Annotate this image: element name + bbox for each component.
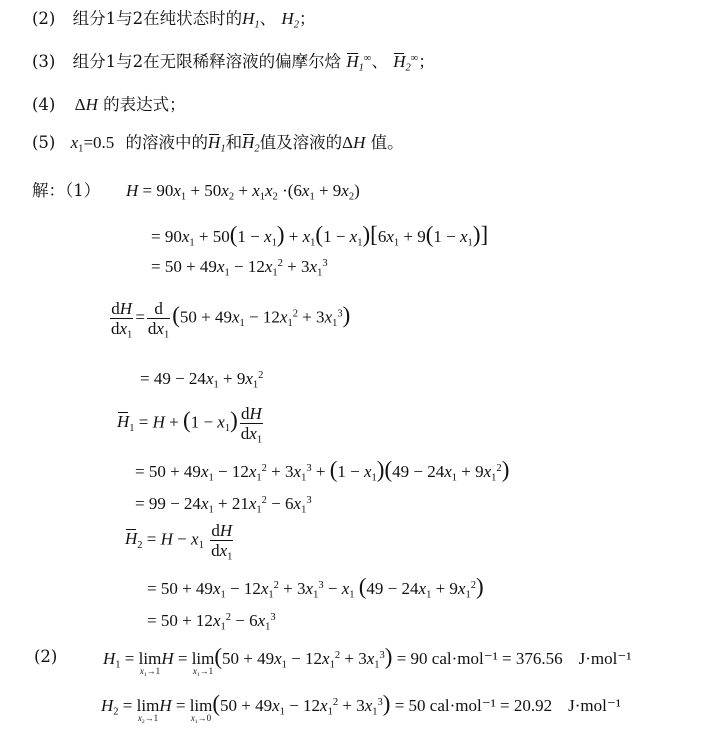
- symbol-H2-bar: $H_2$: [242, 133, 260, 155]
- equation-H2bar-line3: = $50 + 12x_1^2 - 6x_1^3$: [147, 611, 276, 633]
- question-3: [32, 52, 435, 72]
- separator: 、: [259, 9, 277, 28]
- equation-H2-limit: $H_2 = \lim$ $x_2\to 1$ H = lim $x_1\to 0$ $(50 + 49x_1 - 12x_1^2 + 3x_1^3) = 50$ cal·mol⁻¹ = 20.92 J·mol⁻¹: [101, 691, 621, 725]
- H2-joule-value: 20.92: [513, 696, 553, 715]
- question-text-2: 值及溶液的: [259, 133, 343, 152]
- question-2: [32, 9, 315, 29]
- question-number: (4): [32, 95, 56, 114]
- equation-H1bar-line2: = $50 + 49x_1 - 12x_1^2 + 3x_1^3 + (1 - x_1)(49 - 24x_1 + 9x_1^2)$: [135, 457, 510, 484]
- question-text-3: 值。: [370, 133, 404, 152]
- question-number: (5): [32, 133, 56, 152]
- question-text: 组分1与2在无限稀释溶液的偏摩尔焓: [72, 52, 342, 71]
- fraction-d-dx1: $\frac{d}{dx_1}$: [147, 299, 170, 341]
- equation-dH-line2: = $49 - 24x_1 + 9x_1^2$: [140, 369, 264, 391]
- symbol-H1: $H_1$: [242, 9, 260, 31]
- question-text: 组分1与2在纯状态时的: [72, 9, 243, 28]
- question-number: (2): [32, 9, 56, 28]
- conjunction: 和: [225, 133, 243, 152]
- equation-dH-line1: $\frac{dH}{dx_1}$ = $\frac{d}{dx_1}$ $(50 + 49x_1 - 12x_1^2 + 3x_1^3)$: [111, 299, 351, 341]
- equation-H1-limit: $H_1 = \lim$ $x_1\to 1$ H = lim $x_1\to 1$ $(50 + 49x_1 - 12x_1^2 + 3x_1^3) = 90$ cal·mol⁻¹ = 376.56 J·mol⁻¹: [103, 644, 632, 678]
- H1-cal-value: 90: [410, 649, 428, 668]
- H1-joule-unit: J·mol⁻¹: [578, 649, 632, 668]
- question-number: (3): [32, 52, 56, 71]
- symbol-H2-infinity: $H_2^\infty$: [393, 52, 419, 74]
- symbol-delta-H: ΔH: [342, 133, 366, 152]
- symbol-x1: $x_1$: [70, 133, 84, 155]
- equation-H2bar-line2: = $50 + 49x_1 - 12x_1^2 + 3x_1^3 - x_1$ $(49 - 24x_1 + 9x_1^2)$: [147, 574, 484, 601]
- solution-label: 解：（1）: [32, 181, 101, 200]
- question-text: 的表达式；: [103, 95, 186, 114]
- equation-H-line1: $H = 90x_1 + 50x_2 + x_1x_2 \cdot(6x_1 + 9x_2)$: [126, 181, 360, 203]
- H1-joule-value: 376.56: [515, 649, 563, 668]
- H2-joule-unit: J·mol⁻¹: [568, 696, 621, 715]
- equation-H1bar-line1: $H_1 = H + (1 - x_1)$ $\frac{dH}{dx_1}$: [117, 404, 263, 446]
- punctuation: ；: [418, 52, 435, 71]
- x1-value: =0.5: [83, 133, 115, 152]
- symbol-H1-infinity: $H_1^\infty$: [346, 52, 372, 74]
- question-5: [32, 133, 404, 153]
- question-text-1: 的溶液中的: [125, 133, 209, 152]
- equation-H-line3: = $50 + 49x_1 - 12x_1^2 + 3x_1^3$: [151, 257, 328, 279]
- H2-cal-unit: cal·mol⁻¹: [429, 696, 496, 715]
- fraction-dH-dx1: $\frac{dH}{dx_1}$: [240, 404, 263, 446]
- part-2-label: (2): [34, 647, 58, 666]
- fraction-dH-dx1: $\frac{dH}{dx_1}$: [111, 299, 133, 341]
- separator: 、: [371, 52, 388, 71]
- symbol-delta-H: ΔH: [74, 95, 98, 114]
- equation-H-line2: = $90x_1 + 50(1 - x_1) + x_1(1 - x_1)[6x_1 + 9(1 - x_1)]$: [151, 222, 489, 249]
- symbol-H2: $H_2$: [281, 9, 299, 31]
- fraction-dH-dx1: $\frac{dH}{dx_1}$: [211, 521, 233, 563]
- H1-cal-unit: cal·mol⁻¹: [431, 649, 498, 668]
- symbol-H1-bar: $H_1$: [208, 133, 226, 155]
- equation-H1bar-line3: = $99 - 24x_1 + 21x_1^2 - 6x_1^3$: [135, 494, 312, 516]
- H2-cal-value: 50: [408, 696, 426, 715]
- question-4: [32, 95, 186, 115]
- equation-H2bar-line1: $H_2 = H - x_1$ $\frac{dH}{dx_1}$: [125, 521, 233, 563]
- punctuation: ；: [298, 9, 316, 28]
